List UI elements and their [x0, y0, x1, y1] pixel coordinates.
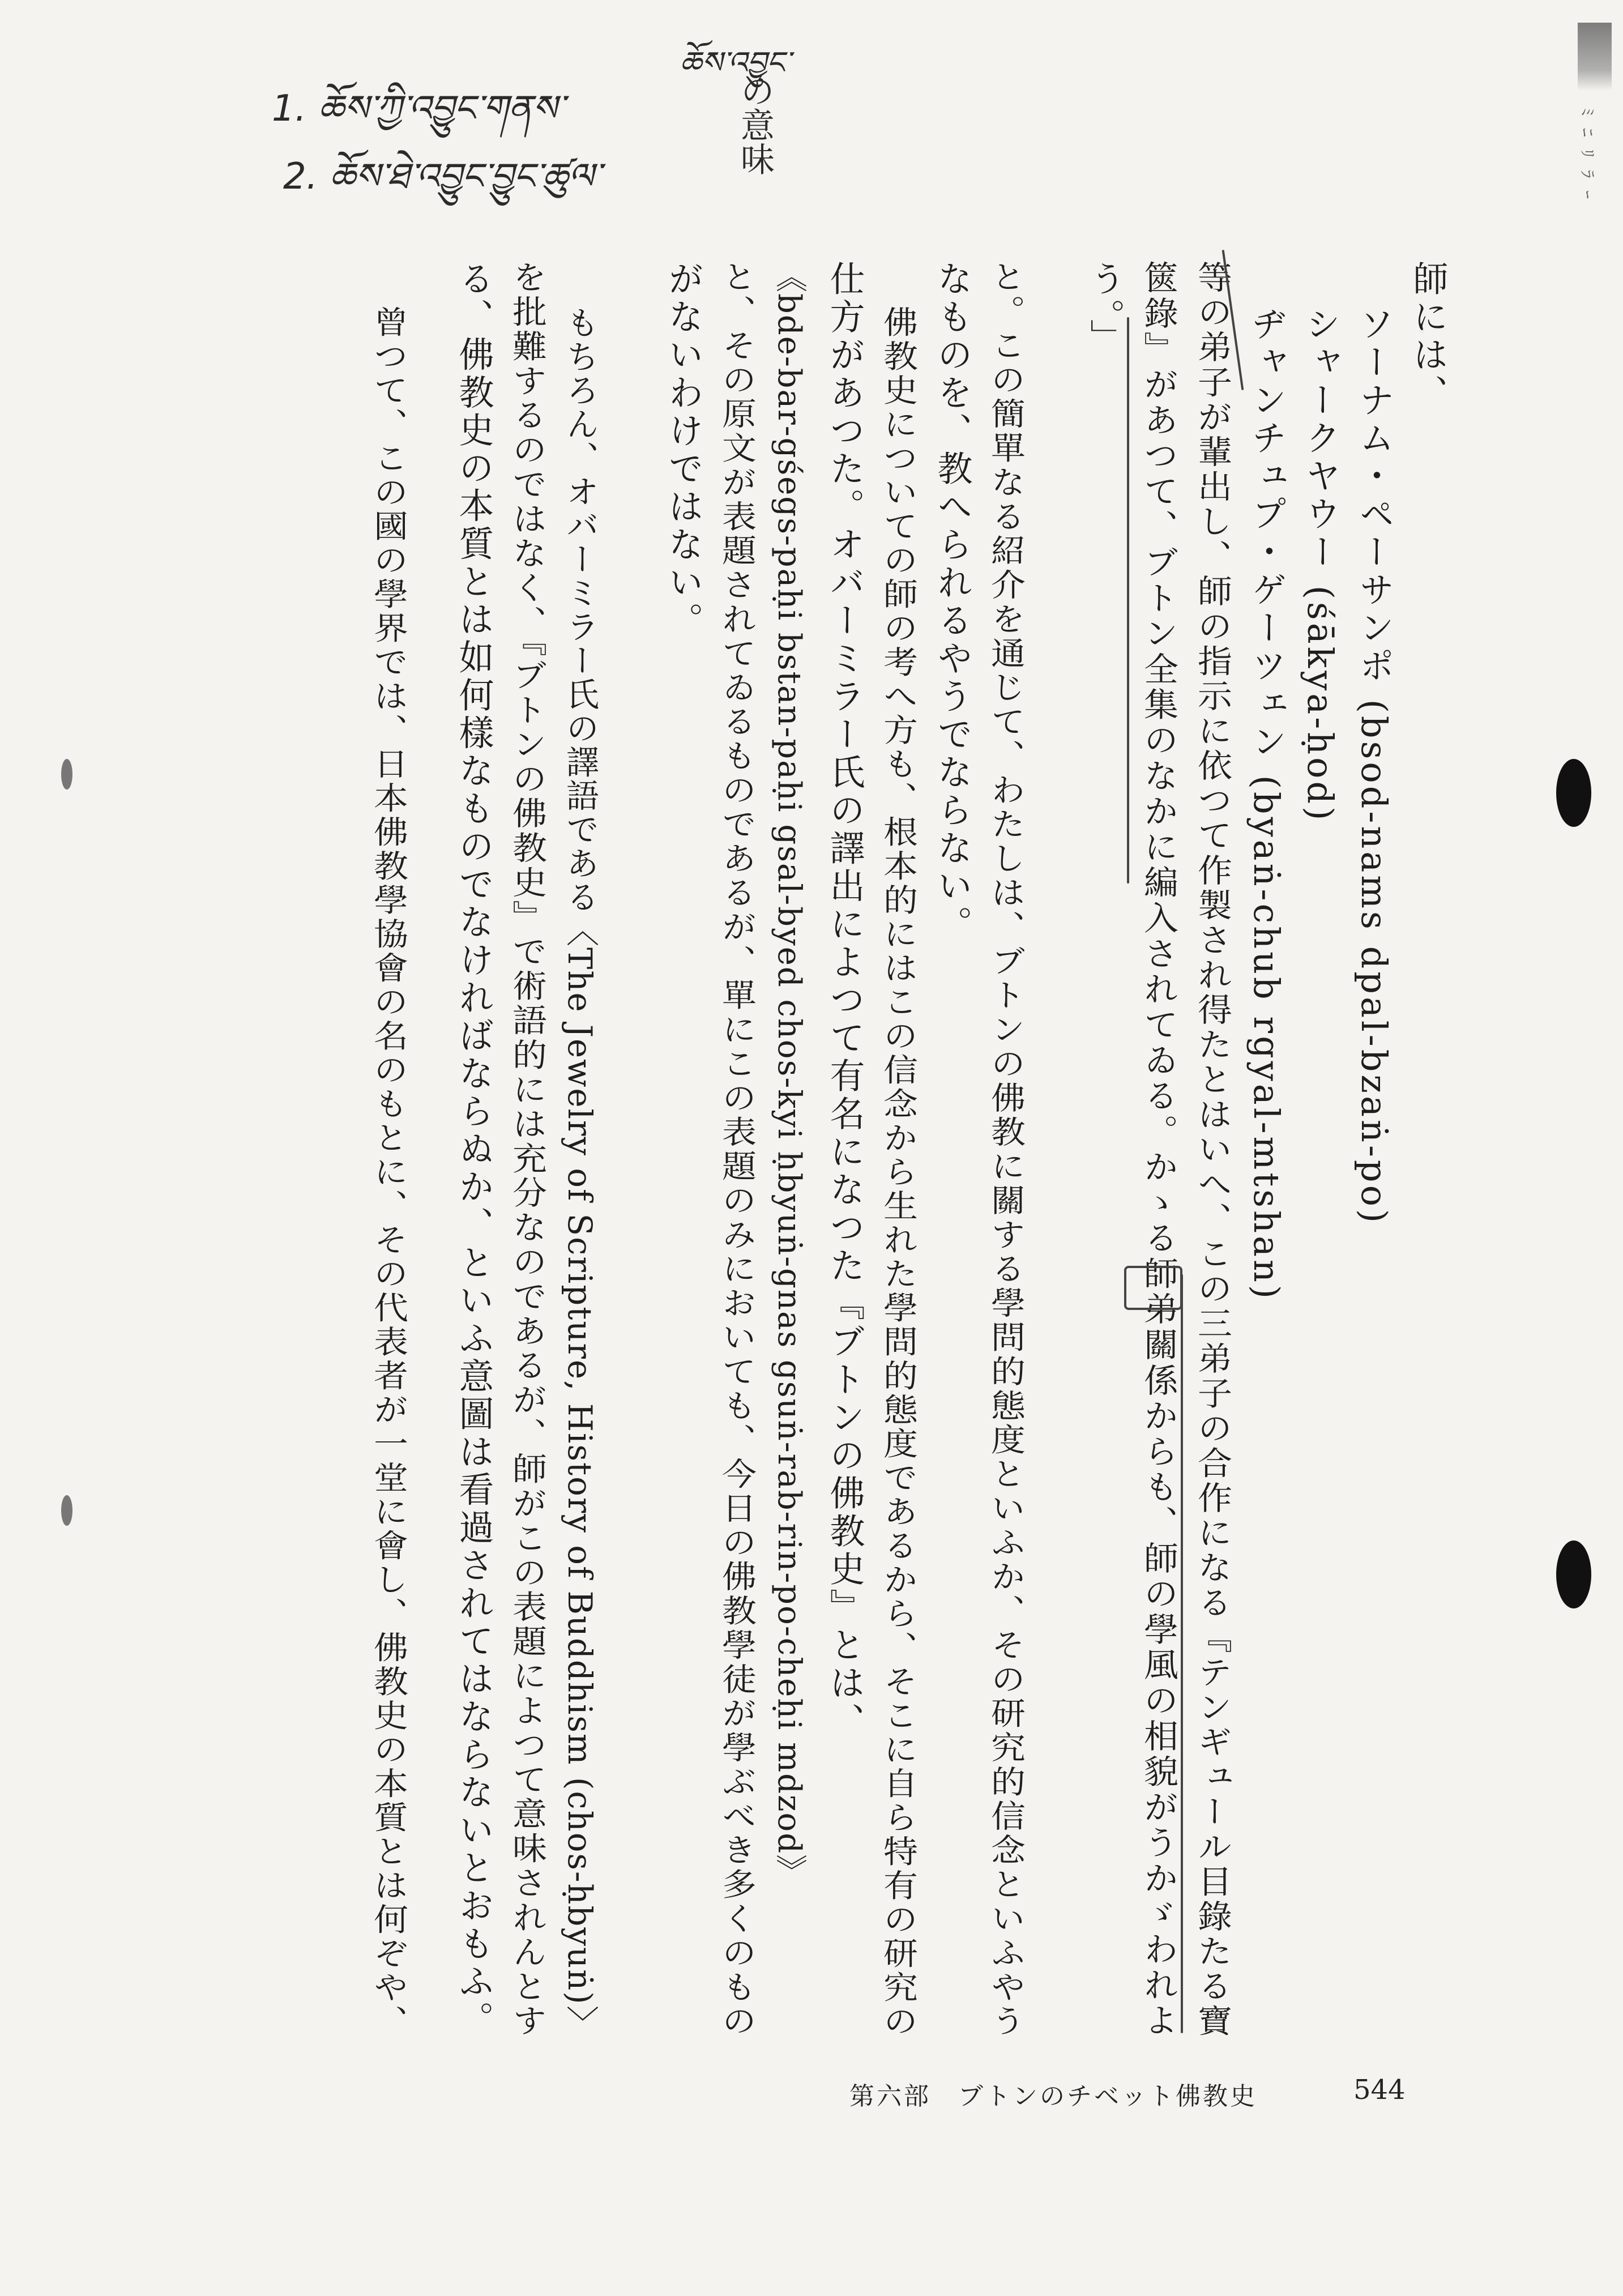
binder-hole-upper — [1556, 759, 1591, 827]
text-column-7: う。」 — [1084, 261, 1126, 357]
note-2-text: ཆོས་ཐེ་འབྱུང་བྱུང་ཚུལ་ — [329, 156, 601, 198]
text-column-1: 師には、 — [1407, 261, 1449, 412]
text-column-15: もちろん、オバーミラー氏の譯語である〈The Jewelry of Scripture, History of Buddhism (chos-ḥbyuṅ)〉 — [561, 306, 599, 2039]
text-column-5: 等の弟子が輩出し、師の指示に依つて作製され得たとはいへ、この三弟子の合作になる『テンギュール目錄たる寶 — [1192, 261, 1232, 2039]
text-column-18: 曾つて、この國の學界では、日本佛教學協會の名のもとに、その代表者が一堂に會し、佛教史の本質とは何ぞや、 — [368, 306, 408, 2039]
text-column-4: ヂャンチュプ・ゲーツェン (byaṅ-chub rgyal-mtshan) — [1246, 306, 1287, 1302]
pencil-circle-mark — [1124, 1266, 1182, 1310]
note-2-number: 2. — [283, 156, 318, 198]
text-column-9: なものを、教へられるやうでならない。 — [932, 261, 973, 944]
pencil-stroke-underline — [1127, 317, 1129, 884]
handwritten-top-note-tail: の意味 — [735, 74, 775, 176]
text-column-12: 《bde-bar-gśegs-paḥi bstan-paḥi gsal-byed chos-kyi ḥbyuṅ-gnas gsuṅ-rab-rin-po-cheḥi mdzod》 — [771, 261, 808, 1888]
note-1-text: ཆོས་ཀྱི་འབྱུང་གནས་ — [318, 88, 565, 130]
text-column-13: と、その原文が表題されてゐるものであるが、單にこの表題のみにおいても、今日の佛教學徒が學ぶべき多くのもの — [716, 261, 757, 2039]
margin-scribble: ﾐ ﾆ ﾘ ﾗ ｰ — [1577, 108, 1597, 203]
page-number: 544 — [1353, 2074, 1406, 2106]
handwritten-top-note: ཆོས་འབྱུང་ — [680, 45, 791, 80]
text-column-8: と。この簡單なる紹介を通じて、わたしは、ブトンの佛教に關する學問的態度といふか、その研究的信念といふやう — [985, 261, 1026, 2039]
handwritten-note-2 — [283, 136, 601, 238]
running-title: 第六部 ブトンのチベット佛教史 — [849, 2082, 1257, 2111]
pencil-stroke-right — [1181, 1274, 1183, 2033]
text-column-3: シャークヤウー (śākya-ḥod) — [1300, 306, 1341, 823]
punch-mark-lower — [61, 1495, 72, 1526]
binder-hole-lower — [1556, 1540, 1591, 1608]
scan-edge-mark — [1578, 23, 1612, 91]
text-column-16: を批難するのではなく、『ブトンの佛教史』で術語的には充分なのであるが、師がこの表題によつて意味されんとす — [507, 261, 547, 2039]
text-column-17: る、佛教史の本質とは如何樣なものでなければならぬか、といふ意圖は看過されてはならないとおもふ。 — [453, 261, 494, 2039]
text-column-6: 篋錄』があつて、ブトン全集のなかに編入されてゐる。かゝる師弟關係からも、師の學風の相貌がうかゞわれよ — [1138, 261, 1178, 2039]
text-column-10: 佛教史についての師の考へ方も、根本的にはこの信念から生れた學問的態度であるから、そこに自ら特有の研究の — [878, 306, 918, 2039]
note-1-number: 1. — [272, 88, 307, 130]
punch-mark-upper — [61, 759, 72, 789]
text-column-11: 仕方があつた。オバーミラー氏の譯出によつて有名になつた『ブトンの佛教史』とは、 — [824, 261, 865, 1740]
text-column-2: ソーナム・ペーサンポ (bsod-nams dpal-bzaṅ-po) — [1353, 306, 1395, 1226]
text-column-14: がないわけではない。 — [663, 261, 704, 640]
